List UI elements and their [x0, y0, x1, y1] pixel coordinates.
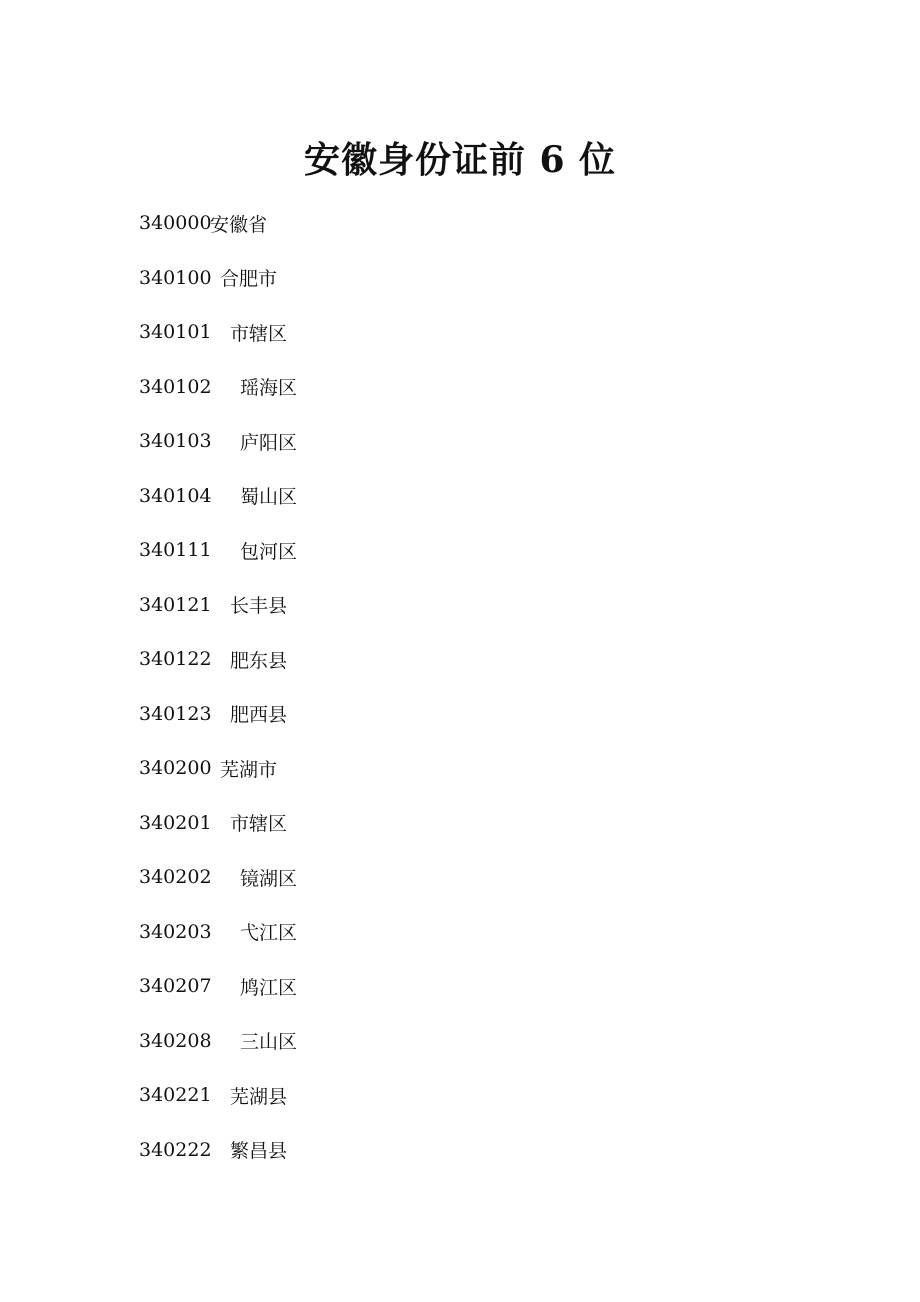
list-item	[139, 360, 297, 415]
region-name: 包河区	[240, 540, 298, 563]
region-name: 合肥市	[220, 268, 278, 291]
region-name: 瑶海区	[240, 377, 298, 400]
list-item	[139, 632, 297, 687]
region-code: 340102	[139, 375, 212, 398]
region-name: 蜀山区	[240, 486, 298, 509]
region-code: 340104	[139, 484, 212, 507]
list-item	[139, 469, 297, 524]
region-code: 340207	[139, 975, 212, 998]
region-name: 肥西县	[230, 704, 288, 727]
region-name: 鸠江区	[240, 976, 298, 999]
region-code: 340000	[139, 212, 212, 235]
list-item	[139, 850, 297, 905]
region-code: 340111	[139, 539, 212, 562]
region-name: 芜湖县	[230, 1085, 288, 1108]
region-name: 市辖区	[230, 322, 288, 345]
page-title: 安徽身份证前 6 位	[303, 139, 617, 182]
region-name: 长丰县	[230, 595, 288, 618]
list-item	[139, 414, 297, 469]
region-code: 340100	[139, 266, 212, 289]
region-code: 340101	[139, 321, 212, 344]
region-name: 庐阳区	[240, 431, 298, 454]
list-item	[139, 959, 297, 1014]
region-code: 340202	[139, 866, 212, 889]
list-item	[139, 523, 297, 578]
region-code: 340222	[139, 1138, 212, 1161]
list-item	[139, 251, 297, 306]
list-item	[139, 196, 297, 251]
region-name: 繁昌县	[230, 1140, 288, 1163]
region-name: 弋江区	[240, 922, 298, 945]
region-name: 芜湖市	[220, 758, 278, 781]
region-code-list	[139, 196, 297, 1177]
region-code: 340200	[139, 757, 212, 780]
list-item	[139, 741, 297, 796]
region-name: 三山区	[240, 1031, 298, 1054]
list-item	[139, 1123, 297, 1178]
list-item	[139, 578, 297, 633]
region-code: 340201	[139, 811, 212, 834]
list-item	[139, 796, 297, 851]
list-item	[139, 1068, 297, 1123]
region-name: 安徽省	[210, 213, 268, 236]
region-code: 340221	[139, 1084, 212, 1107]
region-code: 340123	[139, 702, 212, 725]
list-item	[139, 687, 297, 742]
region-code: 340121	[139, 593, 212, 616]
region-code: 340103	[139, 430, 212, 453]
list-item	[139, 905, 297, 960]
list-item	[139, 1014, 297, 1069]
region-code: 340203	[139, 920, 212, 943]
list-item	[139, 305, 297, 360]
region-name: 市辖区	[230, 813, 288, 836]
region-name: 肥东县	[230, 649, 288, 672]
region-name: 镜湖区	[240, 867, 298, 890]
region-code: 340122	[139, 648, 212, 671]
region-code: 340208	[139, 1029, 212, 1052]
